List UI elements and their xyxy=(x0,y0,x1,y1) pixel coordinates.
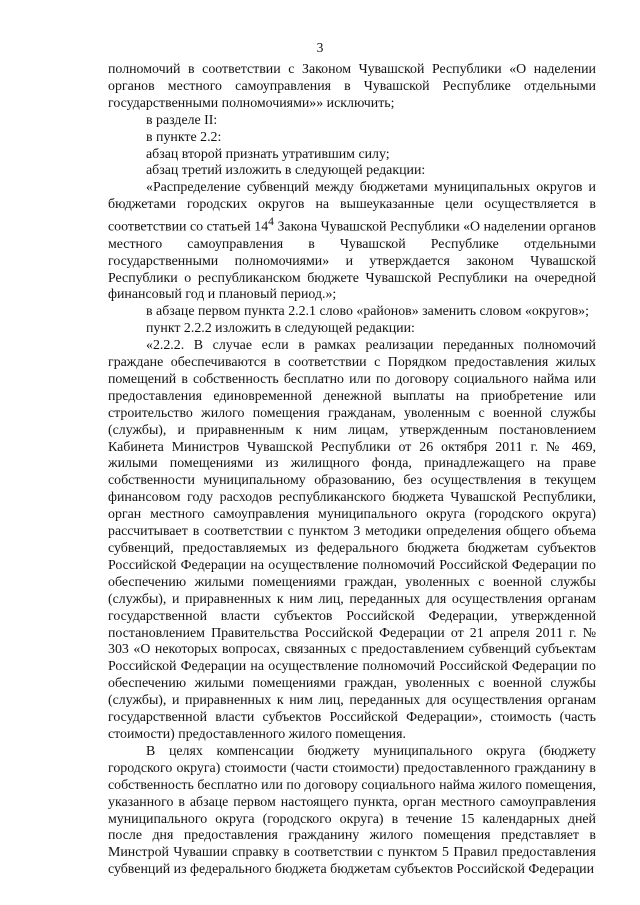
article-superscript: 4 xyxy=(268,215,274,229)
paragraph-6-text-after: Закона Чувашской Республики «О наделении органов местного самоуправления в Чувашской Республике отдельными государственными полномочиями» и утверждается законом Чувашской Республики о республиканском бюджете Чувашской Республики на очередной финансовый год и плановый период.»; xyxy=(108,219,596,303)
paragraph-4: абзац второй признать утратившим силу; xyxy=(146,146,390,162)
page-number: 3 xyxy=(316,40,324,55)
paragraph-1: полномочий в соответствии с Законом Чувашской Республики «О наделении органов местного самоуправления в Чувашской Республике отдельными государственными полномочиями»» исключить; xyxy=(108,62,596,111)
paragraph-7: в абзаце первом пункта 2.2.1 слово «районов» заменить словом «округов»; xyxy=(146,304,589,320)
document-body xyxy=(108,62,596,879)
paragraph-6-text: «Распределение субвенций между бюджетами муниципальных округов и бюджетами городских округов на вышеуказанные цели осуществляется в соответствии со статьей 14 xyxy=(108,180,596,235)
paragraph-5: абзац третий изложить в следующей редакции: xyxy=(146,163,426,179)
paragraph-10: В целях компенсации бюджету муниципального округа (бюджету городского округа) стоимости (части стоимости) предоставленного гражданину в собственность бесплатно или по договору социального найма жилого помещения, указанного в абзаце первом настоящего пункта, орган местного самоуправления муниципального округа (городского округа) в течение 15 календарных дней после дня предоставления гражданину жилого помещения представляет в Минстрой Чувашии справку в соответствии с пунктом 5 Правил предоставления субвенций из федерального бюджета бюджетам субъектов Российской Федерации xyxy=(108,743,596,878)
paragraph-2: в разделе II: xyxy=(146,112,218,128)
paragraph-6 xyxy=(108,180,596,304)
paragraph-8: пункт 2.2.2 изложить в следующей редакции: xyxy=(146,321,415,337)
paragraph-9: «2.2.2. В случае если в рамках реализации переданных полномочий граждане обеспечиваются в соответствии с Порядком предоставления жилых помещений в собственность бесплатно или по договору социального найма или предоставления единовременной денежной выплаты на приобретение или строительство жилого помещения гражданам, уволенным с военной службы (службы), и приравненным к ним лицам, утвержденным постановлением Кабинета Министров Чувашской Республики от 26 октября 2011 г. № 469, жилыми помещениями из жилищного фонда, принадлежащего на праве собственности муниципальному образованию, без осуществления в текущем финансовом году расходов республиканского бюджета Чувашской Республики, орган местного самоуправления муниципального округа (городского округа) рассчитывает в соответствии с пунктом 3 методики определения общего объема субвенций, предоставляемых из федерального бюджета бюджетам субъектов Российской Федерации на осуществление полномочий Российской Федерации по обеспечению жилыми помещениями граждан, уволенных с военной службы (службы), и приравненных к ним лиц, переданных для осуществления органам государственной власти субъектов Российской Федерации, утвержденной постановлением Правительства Российской Федерации от 21 апреля 2011 г. № 303 «О некоторых вопросах, связанных с предоставлением субвенций субъектам Российской Федерации на осуществление полномочий Российской Федерации по обеспечению жилыми помещениями граждан, уволенных с военной службы (службы), и приравненных к ним лиц, переданных для осуществления органам государственной власти субъектов Российской Федерации», стоимость (часть стоимости) предоставленного жилого помещения. xyxy=(108,338,596,742)
paragraph-3: в пункте 2.2: xyxy=(146,129,222,145)
